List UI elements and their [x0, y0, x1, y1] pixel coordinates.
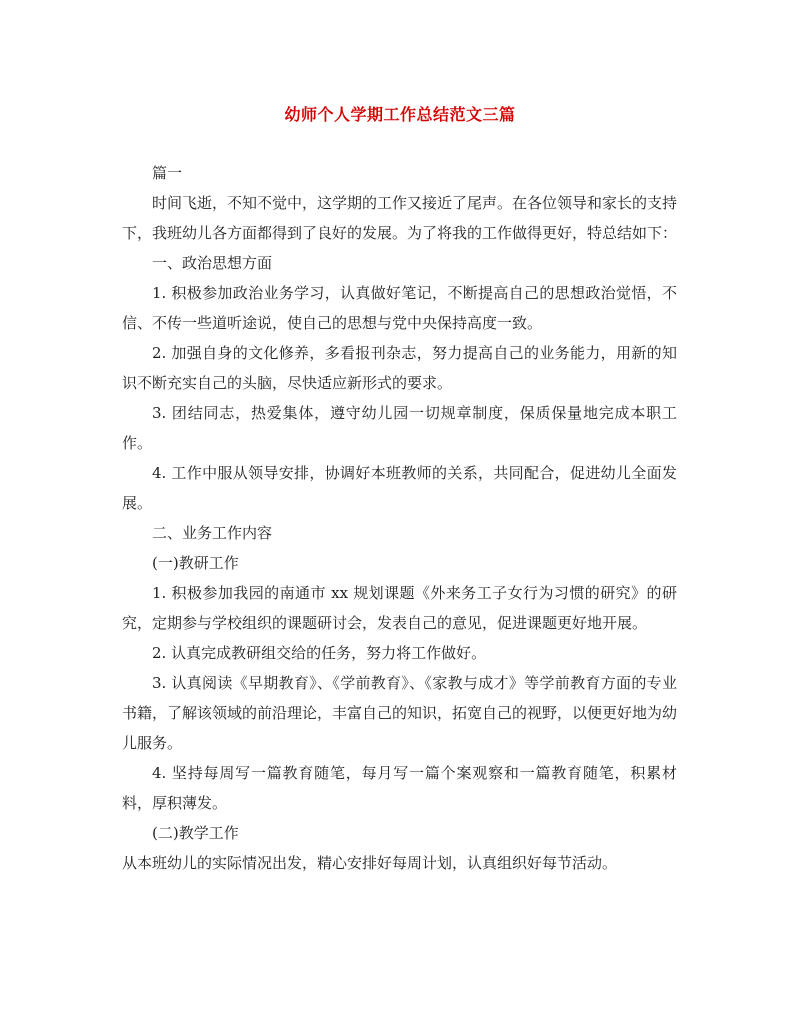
list-item-research-3: 3. 认真阅读《早期教育》、《学前教育》、《家教与成才》等学前教育方面的专业书籍，了解该领域的前沿理论，丰富自己的知识，拓宽自己的视野，以便更好地为幼儿服务。: [122, 674, 678, 752]
section-heading-political: 一、政治思想方面: [152, 254, 273, 272]
teaching-paragraph: 从本班幼儿的实际情况出发，精心安排好每周计划，认真组织好每节活动。: [122, 854, 618, 872]
subsection-heading-research: (一)教研工作: [152, 554, 239, 572]
document-body: [122, 158, 677, 878]
document-title: 幼师个人学期工作总结范文三篇: [284, 105, 516, 124]
list-item-political-4: 4. 工作中服从领导安排，协调好本班教师的关系，共同配合，促进幼儿全面发展。: [122, 464, 677, 512]
list-item-political-1: 1. 积极参加政治业务学习，认真做好笔记，不断提高自己的思想政治觉悟，不信、不传一些道听途说，使自己的思想与党中央保持高度一致。: [122, 284, 677, 332]
list-item-political-3: 3. 团结同志，热爱集体，遵守幼儿园一切规章制度，保质保量地完成本职工作。: [122, 404, 677, 452]
list-item-political-2: 2. 加强自身的文化修养，多看报刊杂志，努力提高自己的业务能力，用新的知识不断充实自己的头脑，尽快适应新形式的要求。: [122, 344, 677, 392]
section-heading-part-one: 篇一: [152, 164, 183, 182]
intro-paragraph: 时间飞逝，不知不觉中，这学期的工作又接近了尾声。在各位领导和家长的支持下，我班幼儿各方面都得到了良好的发展。为了将我的工作做得更好，特总结如下：: [122, 194, 678, 242]
section-heading-work-content: 二、业务工作内容: [152, 524, 273, 542]
list-item-research-1: 1. 积极参加我园的南通市 xx 规划课题《外来务工子女行为习惯的研究》的研究，定期参与学校组织的课题研讨会，发表自己的意见，促进课题更好地开展。: [122, 584, 677, 632]
subsection-heading-teaching: (二)教学工作: [152, 824, 239, 842]
list-item-research-4: 4. 坚持每周写一篇教育随笔，每月写一篇个案观察和一篇教育随笔，积累材料，厚积薄发。: [122, 764, 677, 812]
list-item-research-2: 2. 认真完成教研组交给的任务，努力将工作做好。: [152, 644, 487, 662]
